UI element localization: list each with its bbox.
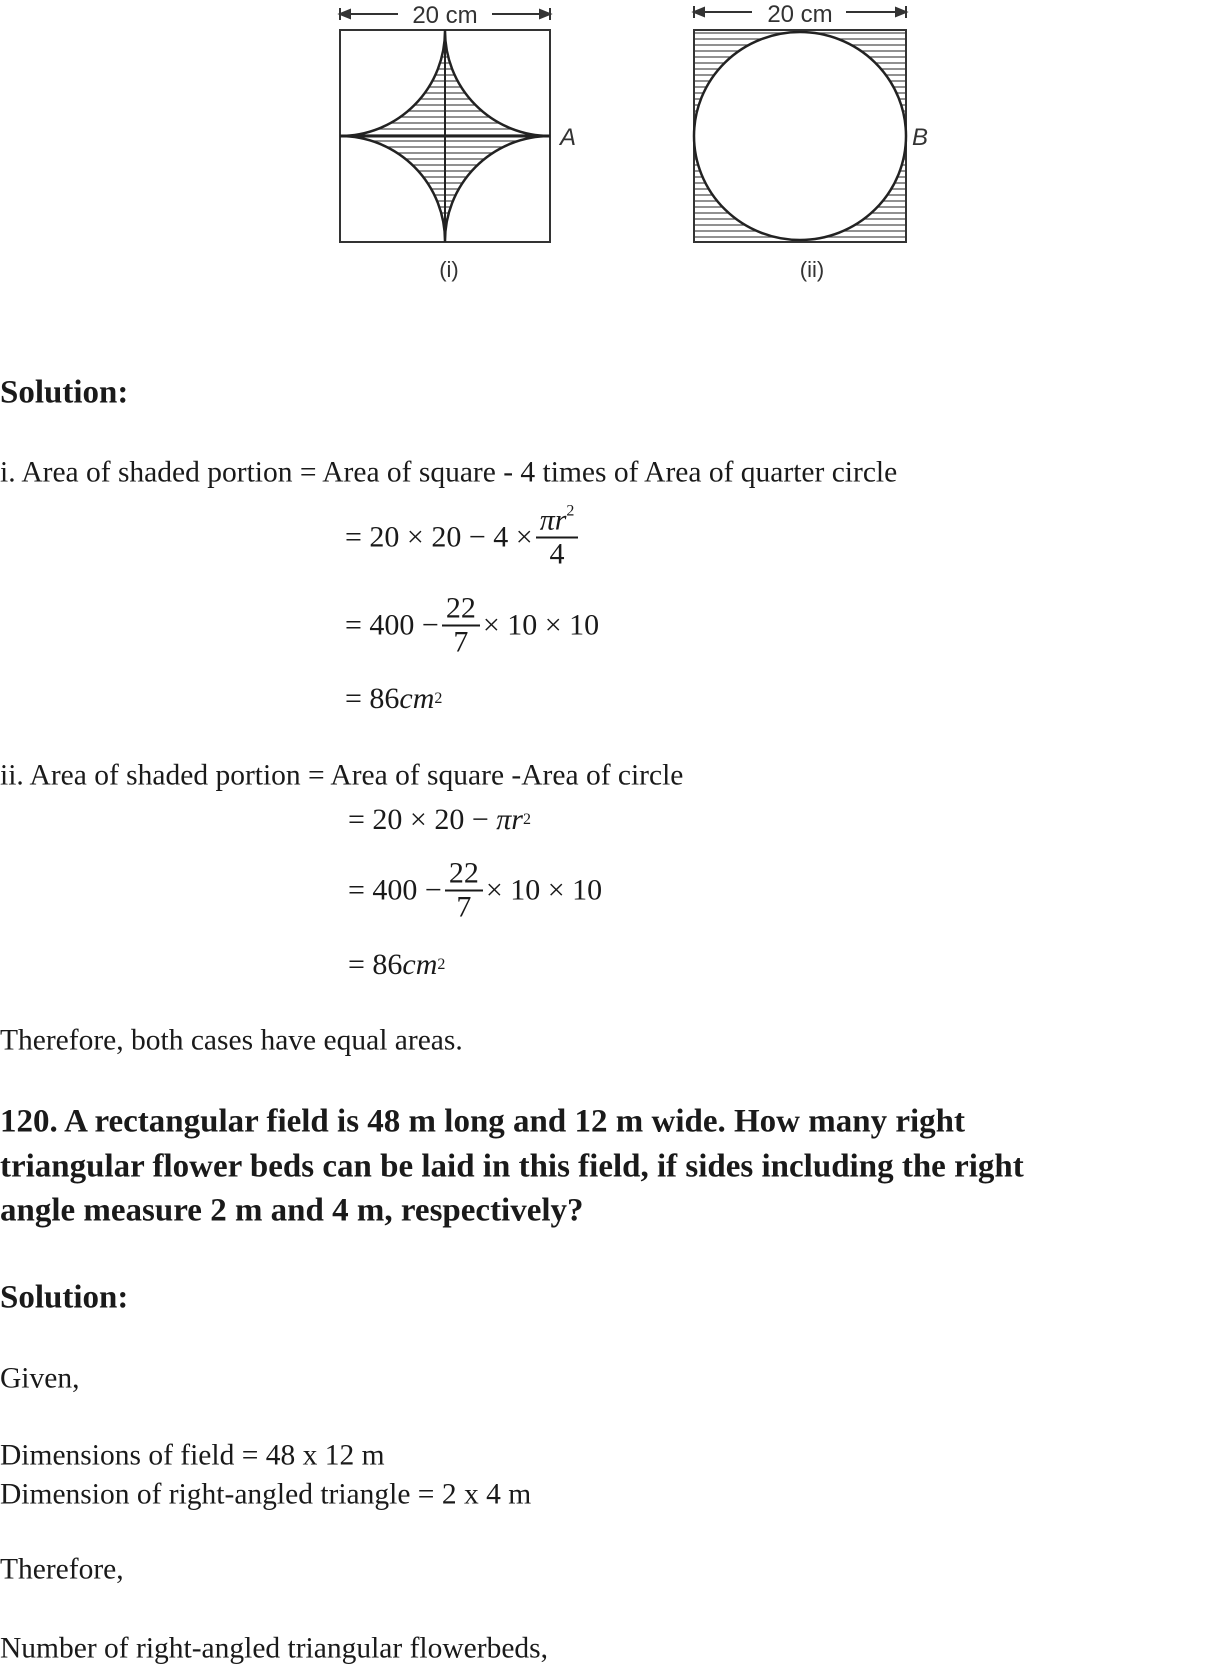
part-ii-step1: = 20 × 20 − π r 2 (348, 803, 531, 836)
unit: cm (399, 682, 435, 715)
point-a-label: A (560, 124, 577, 151)
expr: × 10 × 10 (482, 608, 600, 641)
part-i-step1 (345, 502, 581, 570)
part-i-step2 (345, 593, 599, 658)
caption-ii: (ii) (799, 257, 825, 282)
expr: = 400 − (345, 608, 439, 641)
fraction (445, 858, 483, 923)
pi: π (496, 803, 512, 836)
flowerbeds-count: Number of right-angled triangular flowerbeds, (0, 1632, 549, 1665)
r: r (554, 503, 567, 537)
denominator: 4 (549, 537, 565, 570)
part-ii-step3: = 86 cm 2 (348, 948, 446, 981)
unit: cm (402, 948, 438, 981)
expr: = 400 − (348, 873, 442, 906)
circle (694, 32, 906, 240)
r: r (511, 803, 523, 836)
exponent: 2 (566, 502, 575, 520)
caption-i: (i) (439, 257, 459, 282)
conclusion: Therefore, both cases have equal areas. (0, 1024, 463, 1057)
therefore: Therefore, (0, 1553, 124, 1586)
expr: = 20 × 20 − (348, 803, 489, 836)
given: Given, (0, 1362, 80, 1395)
pi: π (539, 503, 555, 537)
numerator: 22 (445, 858, 483, 892)
figure-ii (694, 1, 928, 282)
question-120-line: angle measure 2 m and 4 m, respectively? (0, 1192, 584, 1229)
denominator: 7 (453, 625, 469, 658)
fraction (536, 502, 579, 570)
solution-heading: Solution: (0, 374, 129, 411)
solution-heading: Solution: (0, 1279, 129, 1316)
part-i-statement: i. Area of shaded portion = Area of square - 4 times of Area of quarter circle (0, 456, 898, 489)
part-ii-step2 (348, 858, 602, 923)
question-120-line: 120. A rectangular field is 48 m long and 12 m wide. How many right (0, 1103, 965, 1140)
denominator: 7 (456, 890, 472, 923)
expr: = 86 (345, 682, 400, 715)
field-dimensions: Dimensions of field = 48 x 12 m (0, 1439, 385, 1472)
numerator: 22 (442, 593, 480, 627)
expr: × 10 × 10 (485, 873, 603, 906)
dimension-label: 20 cm (412, 2, 478, 29)
expr: = 20 × 20 − 4 × (345, 520, 533, 553)
fraction (442, 593, 480, 658)
part-ii-statement: ii. Area of shaded portion = Area of square -Area of circle (0, 759, 684, 792)
point-b-label: B (912, 124, 929, 151)
dimension-label: 20 cm (767, 1, 833, 28)
triangle-dimensions: Dimension of right-angled triangle = 2 x 4 m (0, 1478, 532, 1511)
figures (0, 0, 1207, 300)
expr: = 86 (348, 948, 403, 981)
figure-i (340, 2, 576, 282)
part-i-step3: = 86 cm 2 (345, 682, 443, 715)
question-120-line: triangular flower beds can be laid in this field, if sides including the right (0, 1148, 1024, 1185)
